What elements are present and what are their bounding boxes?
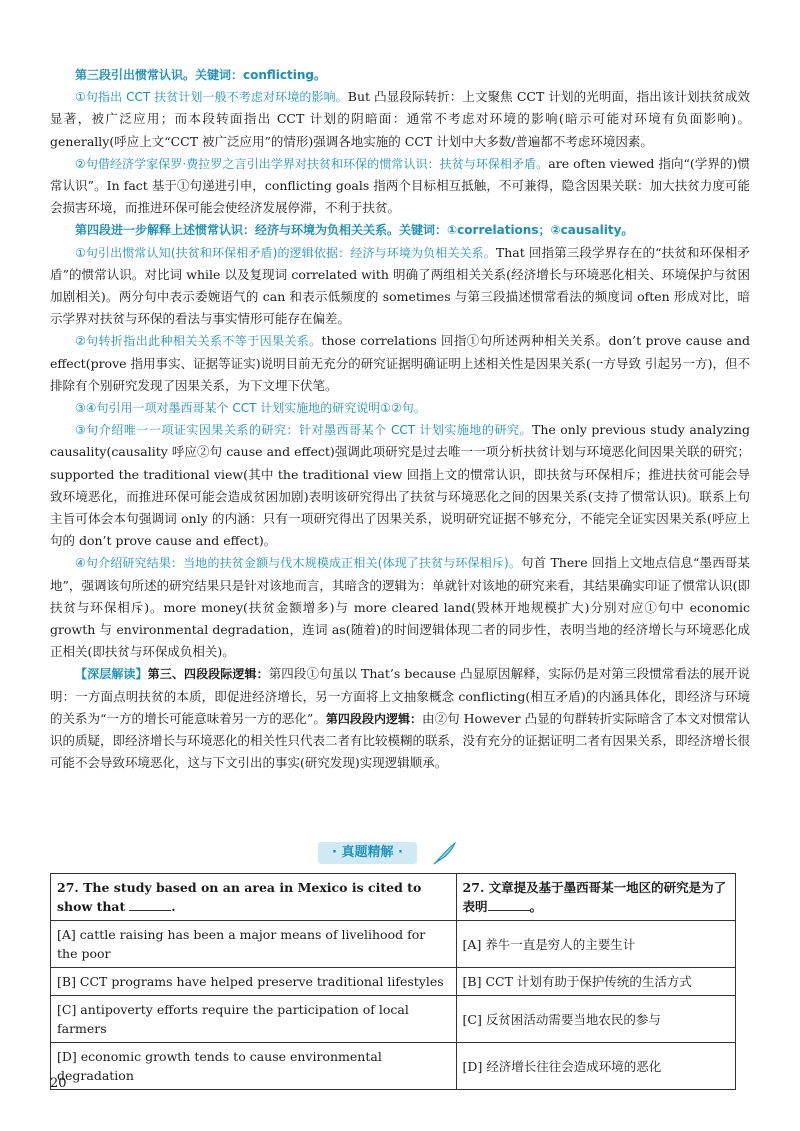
page-number: 20 xyxy=(50,1076,67,1091)
stem-en-text: 27. The study based on an area in Mexico is cited to show that xyxy=(57,880,422,914)
s4-paragraph-2 xyxy=(50,330,750,397)
answer-blank xyxy=(129,898,171,911)
question-table xyxy=(50,873,736,1090)
s3-p1-text: But 凸显段际转折：上文聚焦 CCT 计划的光明面，指出该计划扶贫成效显著，被广泛应用；而本段转面指出 CCT 计划的阴暗面：通常不考虑对环境的影响(暗示可能对环境有负面影响)。generally(呼应上文“CCT 被广泛应用”的情形)强调各地实施的 CCT 计划中大多数/普遍都不考虑环境因素。 xyxy=(50,89,750,149)
stem-zh-end: 。 xyxy=(529,899,543,914)
quill-icon xyxy=(432,840,458,866)
question-stem-zh xyxy=(456,874,735,921)
s4-p5-text: 句首 There 回指上文地点信息“墨西哥某地”，强调该句所述的研究结果只是针对该地而言，其暗含的逻辑为：单就针对该地的研究来看，其结果确实印证了惯常认识(即扶贫与环保相斥)。more money(扶贫金额增多)与 more cleared land(毁林开地规模扩大)分别对应①句中 economic growth 与 environmental degradation，连词 as(随着)的时间逻辑体现二者的同步性，表明当地的经济增长与环境恶化成正相关(即扶贫与环保成负相关)。 xyxy=(50,555,751,660)
s4-p2-text: those correlations 回指①句所述两种相关关系。don’t prove cause and effect(prove 指用事实、证据等证实)说明目前无充分的研究证据明确证明上述相关性是因果关系(一方导致 引起另一方)，但不排除有个别研究发现了因果关系，为下文埋下伏笔。 xyxy=(50,333,750,393)
option-row xyxy=(51,1043,736,1090)
s4-paragraph-4 xyxy=(50,419,750,552)
section3-heading xyxy=(50,64,750,86)
s4-p4-highlight: ③句介绍唯一一项证实因果关系的研究：针对墨西哥某个 CCT 计划实施地的研究。 xyxy=(75,423,532,438)
deep-reading-tag: 【深层解读】 xyxy=(75,667,148,682)
stem-zh-text: 27. 文章提及基于墨西哥某一地区的研究是为了表明 xyxy=(462,880,727,914)
s4-p4-text: The only previous study analyzing causality(causality 呼应②句 cause and effect)强调此项研究是过去唯一一项分析扶贫计划与环境恶化间因果关联的研究；supported the traditional view(其中 the traditional view 回指上文的惯常认识，即扶贫与环保相斥；推进扶贫可能会导致环境恶化，而推进环保可能会造成贫困加剧)表明该研究得出了扶贫与环境恶化之间的因果关系(支持了惯常认识)。联系上句主旨可体会本句强调词 only 的内涵：只有一项研究得出了因果关系，说明研究证据不够充分，不能完全证实因果关系(呼应上句的 don’t prove cause and effect)。 xyxy=(50,422,750,549)
option-d-zh: [D] 经济增长往往会造成环境的恶化 xyxy=(456,1043,735,1090)
s4-p3-highlight: ③④句引用一项对墨西哥某个 CCT 计划实施地的研究说明①②句。 xyxy=(75,401,426,416)
deep-reading-label-2: 第四段段内逻辑： xyxy=(325,711,423,726)
option-c-en: [C] antipoverty efforts require the participation of local farmers xyxy=(51,996,457,1043)
option-row xyxy=(51,921,736,968)
section3-heading-text: 第三段引出惯常认识。关键词：conflicting。 xyxy=(75,68,327,82)
s4-paragraph-5 xyxy=(50,552,750,663)
s4-p1-text: That 回指第三段学界存在的“扶贫和环保相矛盾”的惯常认识。对比词 while 以及复现词 correlated with 明确了两组相关关系(经济增长与环境恶化相关、环境保护与贫困加剧相关)。两分句中表示委婉语气的 can 和表示低频度的 sometimes 与第三段描述惯常看法的频度词 often 形成对比，暗示学界对扶贫与环保的看法与事实情形可能存在偏差。 xyxy=(50,244,750,327)
option-row xyxy=(51,968,736,996)
stem-en-end: . xyxy=(171,899,176,914)
section4-heading xyxy=(50,219,750,241)
banner-label: · 真题精解 · xyxy=(318,842,417,864)
s4-p2-highlight: ②句转折指出此种相关关系不等于因果关系。 xyxy=(75,334,322,349)
option-c-zh: [C] 反贫困活动需要当地农民的参与 xyxy=(456,996,735,1043)
question-stem-en xyxy=(51,874,457,921)
deep-reading-paragraph xyxy=(50,663,750,774)
s4-paragraph-1 xyxy=(50,242,750,331)
deep-reading-text-2: 由②句 However 凸显的句群转折实际暗含了本文对惯常认识的质疑，即经济增长与环境恶化的相关性只代表二者有比较模糊的联系，没有充分的证据证明二者有因果关系，即经济增长很可能不会导致环境恶化，这与下文引出的事实(研究发现)实现逻辑顺承。 xyxy=(50,710,751,771)
s4-paragraph-3 xyxy=(50,397,750,419)
deep-reading-label-1: 第三、四段段际逻辑： xyxy=(147,667,269,682)
option-a-zh: [A] 养牛一直是穷人的主要生计 xyxy=(456,921,735,968)
question-stem-row xyxy=(51,874,736,921)
option-a-en: [A] cattle raising has been a major means of livelihood for the poor xyxy=(51,921,457,968)
s4-p5-highlight: ④句介绍研究结果：当地的扶贫金额与伐木规模成正相关(体现了扶贫与环保相斥)。 xyxy=(75,556,522,571)
s3-paragraph-1 xyxy=(50,86,750,153)
s3-p2-text: are often viewed 指向“(学界的)惯常认识”。In fact 基于①句递进引申，conflicting goals 指两个目标相互抵触，不可兼得，隐含因果关联：加大扶贫力度可能会损害环境，而推进环保可能会使经济发展停滞，不利于扶贫。 xyxy=(50,155,751,216)
s3-p1-highlight: ①句指出 CCT 扶贫计划一般不考虑对环境的影响。 xyxy=(75,90,348,105)
option-row xyxy=(51,996,736,1043)
option-d-en: [D] economic growth tends to cause environmental degradation xyxy=(51,1043,457,1090)
s3-p2-highlight: ②句借经济学家保罗·费拉罗之言引出学界对扶贫和环保的惯常认识：扶贫与环保相矛盾。 xyxy=(75,156,549,171)
section-banner xyxy=(0,840,800,868)
deep-reading-text-1: 第四段①句虽以 That’s because 凸显原因解释，实际仍是对第三段惯常看法的展开说明：一方面点明扶贫的本质，即促进经济增长，另一方面将上文抽象概念 conflicting(相互矛盾)的内涵具体化，即经济与环境的关系为“一方的增长可能意味着另一方的恶化”。 xyxy=(50,666,750,726)
option-b-zh: [B] CCT 计划有助于保护传统的生活方式 xyxy=(456,968,735,996)
s4-p1-highlight: ①句引出惯常认知(扶贫和环保相矛盾)的逻辑依据：经济与环境为负相关关系。 xyxy=(75,245,496,260)
option-b-en: [B] CCT programs have helped preserve traditional lifestyles xyxy=(51,968,457,996)
section4-heading-text: 第四段进一步解释上述惯常认识：经济与环境为负相关关系。关键词：①correlations；②causality。 xyxy=(75,223,634,238)
answer-blank-zh xyxy=(488,898,530,911)
analysis-body xyxy=(50,64,750,775)
s3-paragraph-2 xyxy=(50,153,750,220)
